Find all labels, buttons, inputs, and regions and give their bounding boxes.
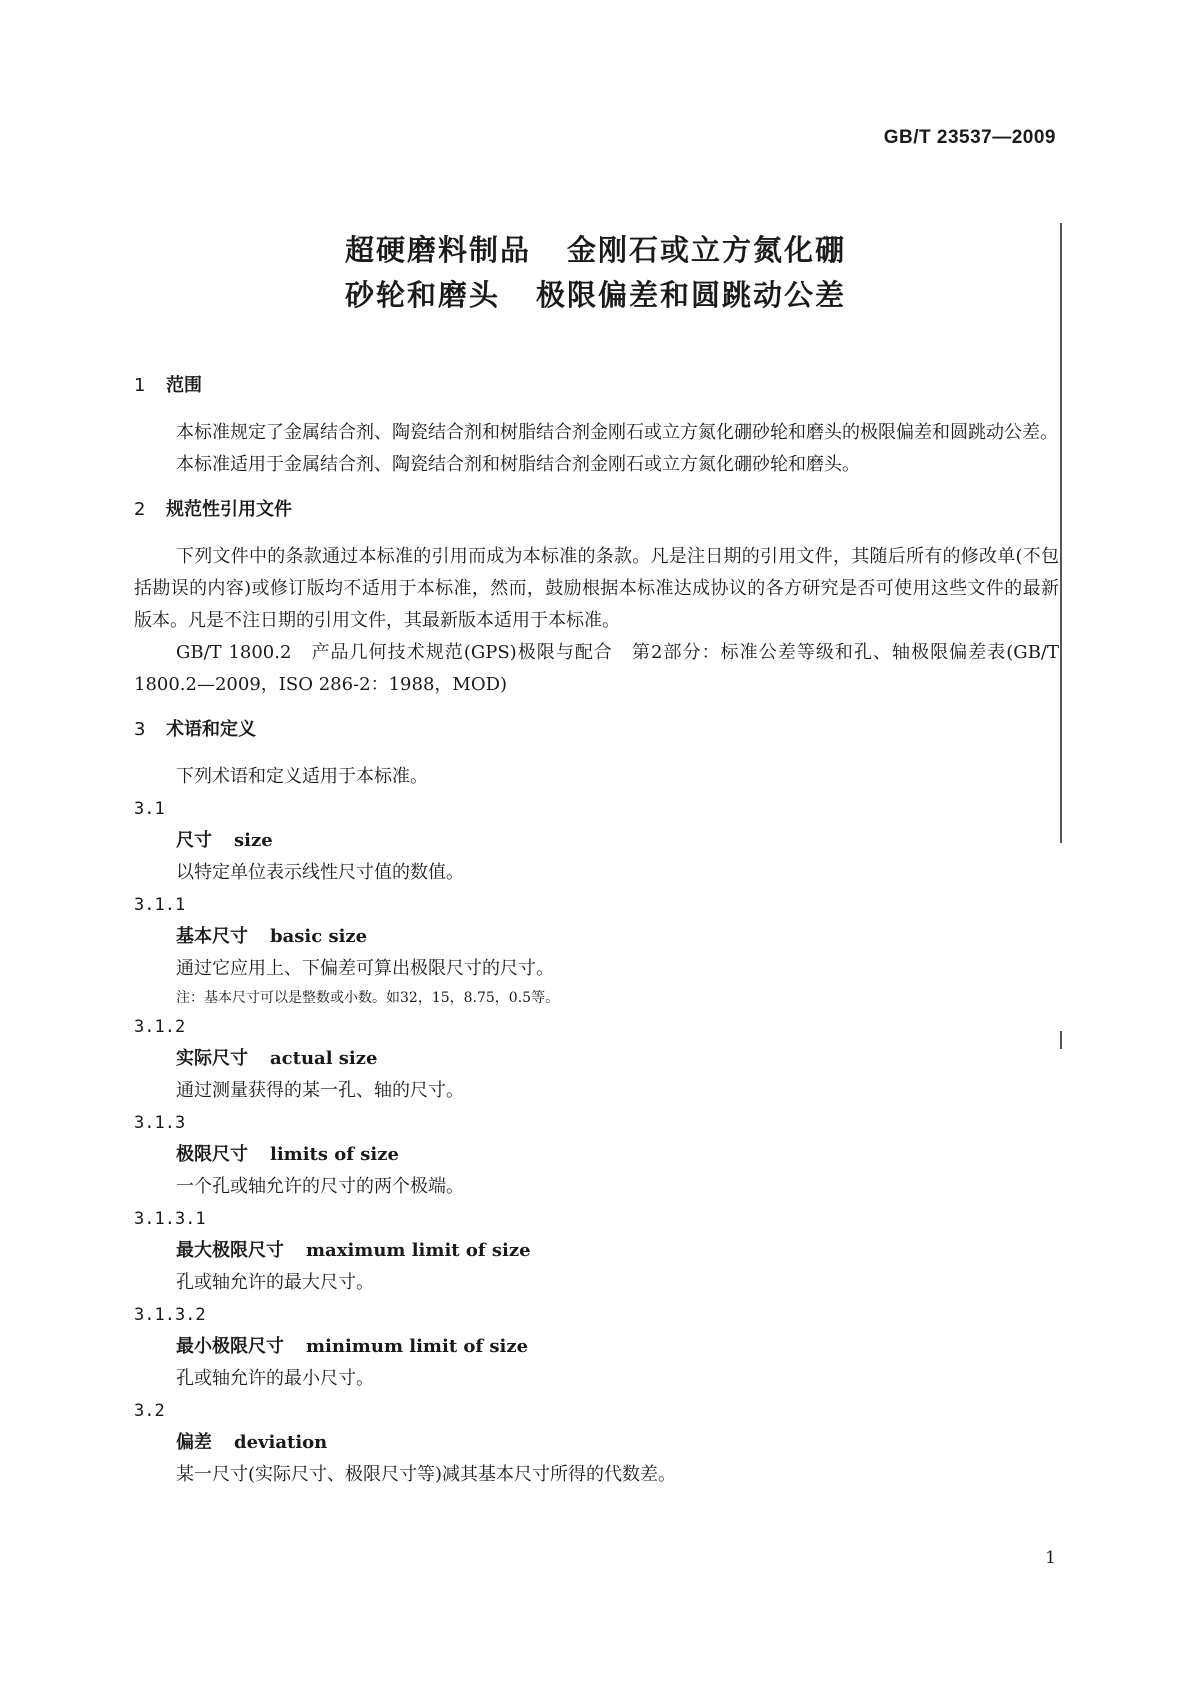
term-zh: 实际尺寸	[176, 1048, 248, 1069]
page-number: 1	[1045, 1548, 1056, 1568]
paragraph: 下列文件中的条款通过本标准的引用而成为本标准的条款。凡是注日期的引用文件，其随后所有的修改单(不包括勘误的内容)或修订版均不适用于本标准，然而，鼓励根据本标准达成协议的各方研究是否可使用这些文件的最新版本。凡是不注日期的引用文件，其最新版本适用于本标准。	[134, 546, 1059, 631]
section-number: 3	[134, 719, 146, 740]
term-en: maximum limit of size	[306, 1240, 531, 1261]
term-number: 3.1.3.1	[134, 1209, 206, 1229]
term-number: 3.2	[134, 1401, 165, 1421]
title-part: 砂轮和磨头	[344, 278, 500, 312]
section-number: 2	[134, 499, 146, 520]
title-part: 超硬磨料制品	[344, 233, 531, 267]
term-number: 3.1	[134, 799, 165, 819]
term-definition: 通过测量获得的某一孔、轴的尺寸。	[176, 1080, 464, 1101]
section-title: 术语和定义	[166, 719, 256, 740]
term-definition: 一个孔或轴允许的尺寸的两个极端。	[176, 1176, 464, 1197]
section-title: 规范性引用文件	[166, 499, 292, 520]
term-en: deviation	[234, 1432, 328, 1453]
title-part: 极限偏差和圆跳动公差	[536, 278, 847, 312]
term-heading	[134, 1139, 1059, 1171]
term-definition: 通过它应用上、下偏差可算出极限尺寸的尺寸。	[176, 958, 554, 979]
paragraph: 本标准规定了金属结合剂、陶瓷结合剂和树脂结合剂金刚石或立方氮化硼砂轮和磨头的极限偏差和圆跳动公差。	[176, 422, 1058, 443]
term-heading	[134, 825, 1059, 857]
term-definition: 以特定单位表示线性尺寸值的数值。	[176, 862, 464, 883]
term-zh: 最大极限尺寸	[176, 1240, 284, 1261]
term-en: basic size	[270, 926, 368, 947]
title-line-1	[0, 228, 1191, 273]
revision-bar	[1060, 1031, 1062, 1049]
section-heading-scope	[134, 371, 1059, 401]
paragraph: 下列术语和定义适用于本标准。	[176, 766, 428, 787]
term-definition: 某一尺寸(实际尺寸、极限尺寸等)减其基本尺寸所得的代数差。	[176, 1464, 677, 1485]
term-zh: 基本尺寸	[176, 926, 248, 947]
standard-code: GB/T 23537—2009	[883, 127, 1056, 148]
document-body	[134, 371, 1059, 1491]
document-title	[0, 228, 1191, 318]
term-en: actual size	[270, 1048, 378, 1069]
term-zh: 最小极限尺寸	[176, 1336, 284, 1357]
term-number: 3.1.3.2	[134, 1305, 206, 1325]
term-number: 3.1.1	[134, 895, 186, 915]
term-number: 3.1.2	[134, 1017, 186, 1037]
term-heading	[134, 1331, 1059, 1363]
title-line-2	[0, 273, 1191, 318]
section-number: 1	[134, 375, 146, 396]
term-number: 3.1.3	[134, 1113, 186, 1133]
term-zh: 尺寸	[176, 830, 212, 851]
term-note: 注：基本尺寸可以是整数或小数。如32，15，8.75，0.5等。	[176, 990, 560, 1006]
term-zh: 偏差	[176, 1432, 212, 1453]
paragraph: 本标准适用于金属结合剂、陶瓷结合剂和树脂结合剂金刚石或立方氮化硼砂轮和磨头。	[176, 454, 860, 475]
term-en: size	[234, 830, 273, 851]
section-title: 范围	[166, 375, 202, 396]
term-en: limits of size	[270, 1144, 399, 1165]
term-heading	[134, 1235, 1059, 1267]
term-heading	[134, 1427, 1059, 1459]
section-heading-terms	[134, 715, 1059, 745]
section-heading-normative-references	[134, 495, 1059, 525]
title-part: 金刚石或立方氮化硼	[567, 233, 847, 267]
term-heading	[134, 1043, 1059, 1075]
reference-entry: GB/T 1800.2 产品几何技术规范(GPS)极限与配合 第2部分：标准公差等级和孔、轴极限偏差表(GB/T 1800.2—2009，ISO 286-2：1988，MOD)	[134, 642, 1059, 695]
term-definition: 孔或轴允许的最小尺寸。	[176, 1368, 374, 1389]
term-definition: 孔或轴允许的最大尺寸。	[176, 1272, 374, 1293]
term-en: minimum limit of size	[306, 1336, 529, 1357]
term-heading	[134, 921, 1059, 953]
term-zh: 极限尺寸	[176, 1144, 248, 1165]
